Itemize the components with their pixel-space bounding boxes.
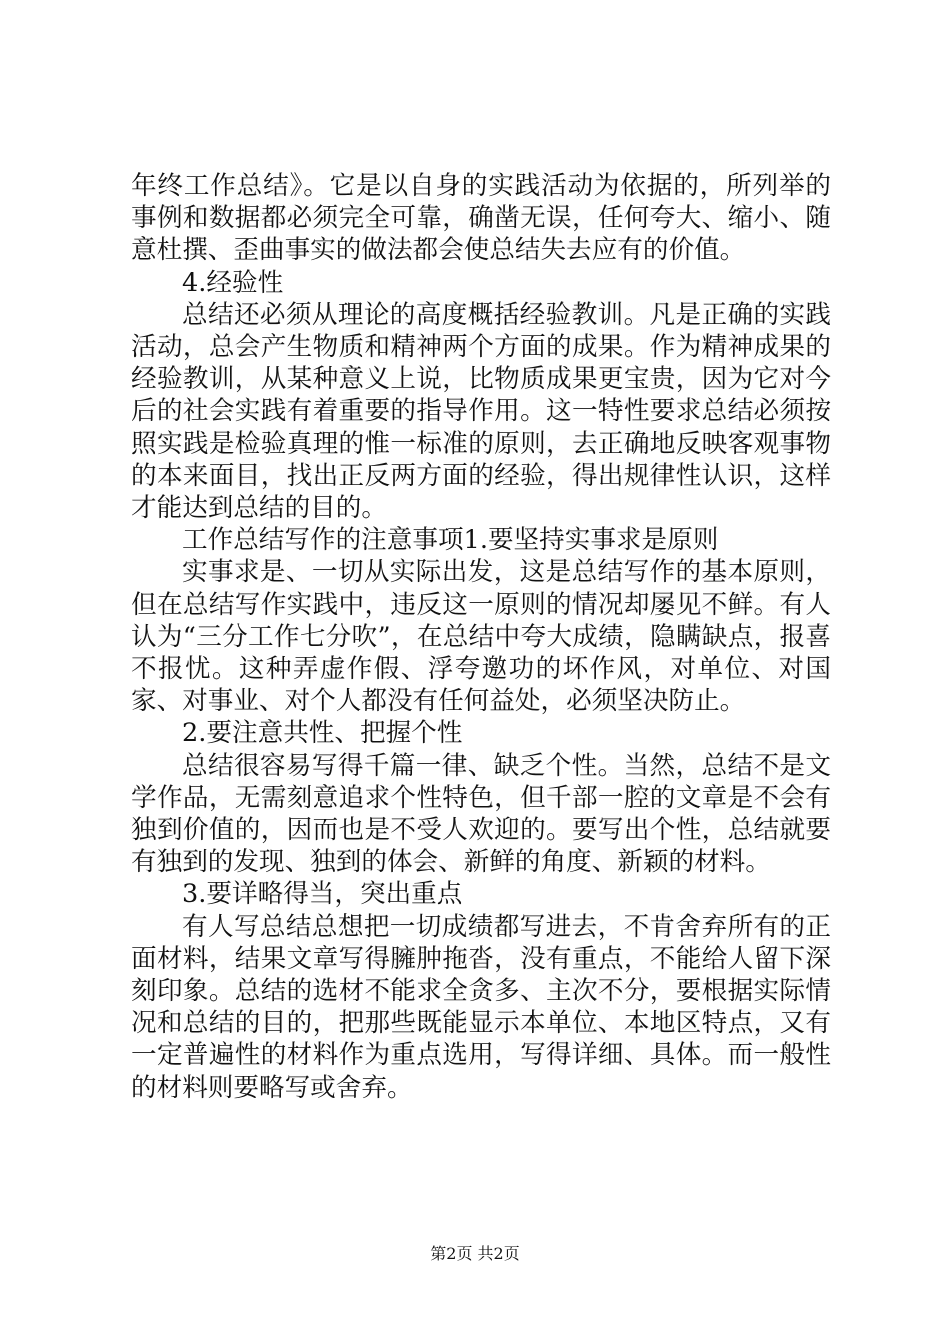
section-heading-experience: 4.经验性 (182, 267, 284, 298)
section-heading-individuality: 2.要注意共性、把握个性 (182, 718, 463, 749)
document-body (131, 170, 831, 1104)
paragraph-continuation: 年终工作总结》。它是以自身的实践活动为依据的，所列举的事例和数据都必须完全可靠，确凿无误，任何夸大、缩小、随意杜撰、歪曲事实的做法都会使总结失去应有的价值。 (131, 171, 831, 266)
paragraph-experience: 总结还必须从理论的高度概括经验教训。凡是正确的实践活动，总会产生物质和精神两个方面的成果。作为精神成果的经验教训，从某种意义上说，比物质成果更宝贵，因为它对今后的社会实践有着重要的指导作用。这一特性要求总结必须按照实践是检验真理的惟一标准的原则，去正确地反映客观事物的本来面目，找出正反两方面的经验，得出规律性认识，这样才能达到总结的目的。 (131, 299, 831, 524)
paragraph-emphasis: 有人写总结总想把一切成绩都写进去，不肯舍弃所有的正面材料，结果文章写得臃肿拖沓，没有重点，不能给人留下深刻印象。总结的选材不能求全贪多、主次不分，要根据实际情况和总结的目的，把那些既能显示本单位、本地区特点，又有一定普遍性的材料作为重点选用，写得详细、具体。而一般性的材料则要略写或舍弃。 (131, 911, 831, 1103)
section-heading-emphasis: 3.要详略得当，突出重点 (182, 879, 463, 910)
section-heading-notes: 工作总结写作的注意事项1.要坚持实事求是原则 (182, 525, 719, 556)
paragraph-individuality: 总结很容易写得千篇一律、缺乏个性。当然，总结不是文学作品，无需刻意追求个性特色，但千部一腔的文章是不会有独到价值的，因而也是不受人欢迎的。要写出个性，总结就要有独到的发现、独到的体会、新鲜的角度、新颖的材料。 (131, 750, 831, 878)
page-number-footer: 第2页 共2页 (430, 1244, 520, 1263)
paragraph-fact-based: 实事求是、一切从实际出发，这是总结写作的基本原则，但在总结写作实践中，违反这一原则的情况却屡见不鲜。有人认为“三分工作七分吹”，在总结中夸大成绩，隐瞒缺点，报喜不报忧。这种弄虚作假、浮夸邀功的坏作风，对单位、对国家、对事业、对个人都没有任何益处，必须坚决防止。 (131, 557, 831, 717)
